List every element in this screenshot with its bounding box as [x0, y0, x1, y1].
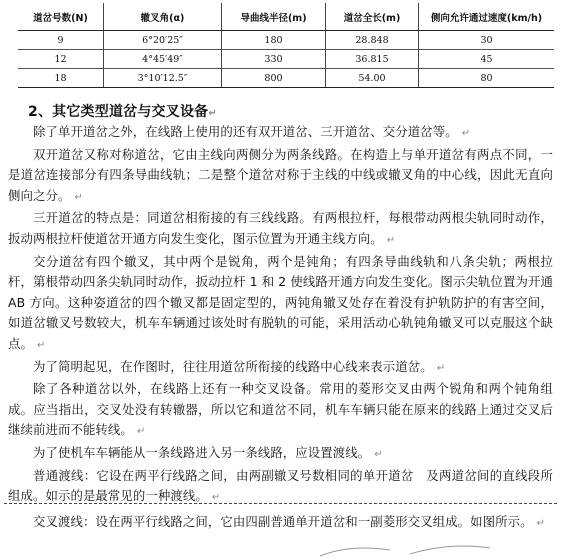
table-cell: 30	[419, 31, 555, 50]
table-row	[18, 69, 554, 88]
table-row	[18, 50, 554, 69]
body-text-continued	[8, 512, 553, 535]
table-cell: 180	[222, 31, 326, 50]
table-cell: 28.848	[326, 31, 419, 50]
paragraph: 双开道岔又称对称道岔，它由主线向两侧分为两条线路。在构造上与单开道岔有两点不同，一是道岔连接部分有四条导曲线轨；二是整个道岔对称于主线的中线或辙叉角的中心线，因此无直向侧向之分。 ↵	[8, 146, 553, 203]
paragraph: 三开道岔的特点是：同道岔相衔接的有三线线路。有两根拉杆，每根带动两根尖轨同时动作，扳动两根拉杆使道岔开通方向发生变化，图示位置为开通主线方向。 ↵	[8, 210, 553, 246]
table-cell: 3°10′12.5″	[104, 69, 222, 88]
table-cell: 36.815	[326, 50, 419, 69]
paragraph: 为了使机车车辆能从一条线路进入另一条线路，应设置渡线。 ↵	[33, 444, 383, 460]
paragraph-mark: ↵	[74, 191, 83, 203]
table-cell: 330	[222, 50, 326, 69]
header-turnout-length: 道岔全长(m)	[326, 3, 419, 31]
table-cell: 4°45′49″	[104, 50, 222, 69]
paragraph: 除了单开道岔之外，在线路上使用的还有双开道岔、三开道岔、交分道岔等。 ↵	[33, 124, 471, 139]
paragraph-mark: ↵	[374, 448, 383, 460]
paragraph-mark: ↵	[536, 518, 546, 529]
body-text	[8, 122, 553, 509]
paragraph: 普通渡线：它设在两平行线路之间，由两副辙叉号数相同的单开道岔 及两道岔间的直线段所组成。如示的是最常见的一种渡线。 ↵	[8, 467, 553, 504]
paragraph-mark: ↵	[37, 339, 46, 351]
table-cell: 9	[57, 34, 64, 46]
header-diverging-speed: 侧向允许通过速度(km/h)	[419, 3, 555, 31]
figure-fragment	[300, 540, 500, 558]
table-cell: 45	[419, 50, 555, 69]
paragraph-mark: ↵	[386, 234, 396, 246]
table-header-row	[18, 3, 554, 31]
table-cell: 6°20′25″	[104, 31, 222, 50]
paragraph-mark: ↵	[211, 492, 221, 504]
page-break-separator	[4, 503, 557, 504]
paragraph: 交分道岔有四个辙叉，其中两个是锐角，两个是钝角；有四条导曲线轨和八条尖轨；两根拉杆，第根带动四条尖轨同时动作，扳动拉杆 1 和 2 使线路开通方向发生变化。图示尖轨位置为开通 AB 方向。这种姿道岔的四个辙叉都是固定型的，两钝角辙叉处存在着没有护轨防护的有害空间，如道岔辙叉号数较大，机车车辆通过该处时有脱轨的可能，采用活动心轨钝角辙叉可以克服这个缺点。 ↵	[8, 253, 553, 351]
table-cell: 80	[419, 69, 555, 88]
paragraph-mark: ↵	[461, 128, 471, 139]
paragraph: 交叉渡线：设在两平行线路之间，它由四副普通单开道岔和一副菱形交叉组成。如图所示。 ↵	[33, 514, 546, 529]
header-lead-curve-radius: 导曲线半径(m)	[222, 3, 326, 31]
header-frog-angle: 辙叉角(α)	[104, 3, 222, 31]
paragraph: 除了各种道岔以外，在线路上还有一种交叉设备。常用的菱形交叉由两个锐角和两个钝角组成。应当指出，交叉处没有转辙器，所以它和道岔不同，机车车辆只能在原来的线路上通过交叉后继续前进而不能转线。 ↵	[8, 381, 553, 438]
section-heading: 2、其它类型道岔与交叉设备↵	[28, 104, 217, 120]
paragraph-mark: ↵	[136, 426, 146, 438]
paragraph-mark: ↵	[436, 362, 446, 374]
table-cell: 800	[222, 69, 326, 88]
paragraph-mark: ↵	[208, 108, 217, 119]
table-cell: 12	[18, 50, 104, 69]
table-row	[18, 31, 554, 50]
turnout-parameters-table	[18, 3, 554, 88]
table-cell: 18	[18, 69, 104, 88]
header-turnout-number: 道岔号数(N)	[18, 3, 104, 31]
table-cell: 54.00	[326, 69, 419, 88]
paragraph: 为了简明起见，在作图时，往往用道岔所衔接的线路中心线来表示道岔。 ↵	[33, 358, 446, 374]
